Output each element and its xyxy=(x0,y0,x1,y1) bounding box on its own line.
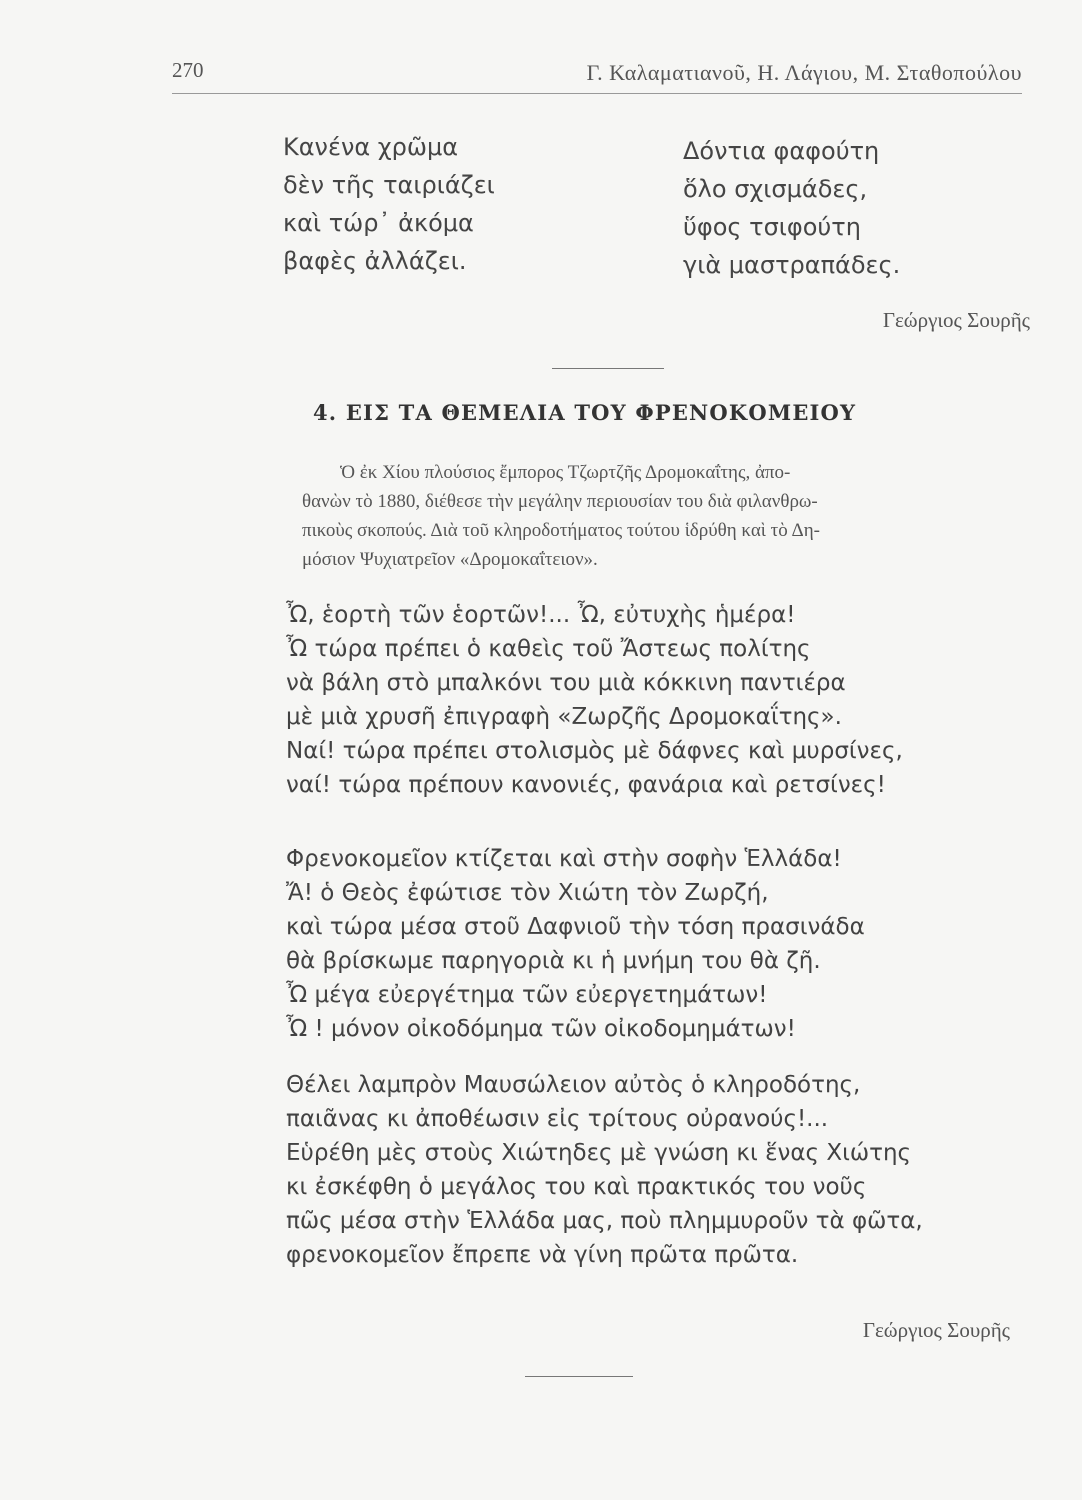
page-number: 270 xyxy=(172,58,204,82)
stanza-2 xyxy=(286,842,865,1046)
verse-line: Εὑρέθη μὲς στοὺς Χιώτηδες μὲ γνώση κι ἕνας Χιώτης xyxy=(286,1140,912,1166)
section-divider xyxy=(525,1376,633,1377)
stanza-1 xyxy=(286,598,903,802)
intro-line: μόσιον Ψυχιατρεῖον «Δρομοκαΐτειον». xyxy=(302,549,598,570)
verse-line: ναί! τώρα πρέπουν κανονιές, φανάρια καὶ ρετσίνες! xyxy=(286,772,886,798)
verse-line: καὶ τώρ᾽ ἀκόμα xyxy=(283,209,474,237)
section-divider xyxy=(552,368,664,369)
verse-line: Θέλει λαμπρὸν Μαυσώλειον αὐτὸς ὁ κληροδότης, xyxy=(286,1072,861,1098)
poem-fragment-right xyxy=(683,132,900,284)
verse-line: ὕφος τσιφούτη xyxy=(683,213,861,241)
verse-line: Φρενοκομεῖον κτίζεται καὶ στὴν σοφὴν Ἑλλάδα! xyxy=(286,846,842,872)
verse-line: καὶ τώρα μέσα στοῦ Δαφνιοῦ τὴν τόση πρασινάδα xyxy=(286,914,865,940)
verse-line: παιᾶνας κι ἀποθέωσιν εἰς τρίτους οὐρανούς!... xyxy=(286,1106,829,1132)
verse-line: μὲ μιὰ χρυσῆ ἐπιγραφὴ «Ζωρζῆς Δρομοκαΐτης». xyxy=(286,704,842,730)
verse-line: Ὦ ! μόνον οἰκοδόμημα τῶν οἰκοδομημάτων! xyxy=(286,1016,796,1042)
section-intro xyxy=(302,458,1022,574)
verse-line: φρενοκομεῖον ἔπρεπε νὰ γίνη πρῶτα πρῶτα. xyxy=(286,1242,799,1268)
verse-line: Ἄ! ὁ Θεὸς ἐφώτισε τὸν Χιώτη τὸν Ζωρζή, xyxy=(286,880,769,906)
verse-line: Ὦ, ἑορτὴ τῶν ἑορτῶν!... Ὦ, εὐτυχὴς ἡμέρα! xyxy=(286,602,796,628)
poem-fragment-left xyxy=(283,128,495,280)
verse-line: Ὦ τώρα πρέπει ὁ καθεὶς τοῦ Ἄστεως πολίτης xyxy=(286,636,811,662)
verse-line: Ὦ μέγα εὐεργέτημα τῶν εὐεργετημάτων! xyxy=(286,982,768,1008)
verse-line: πῶς μέσα στὴν Ἑλλάδα μας, ποὺ πλημμυροῦν τὰ φῶτα, xyxy=(286,1208,923,1234)
author-signature: Γεώργιος Σουρῆς xyxy=(882,308,1030,332)
verse-line: Ναί! τώρα πρέπει στολισμὸς μὲ δάφνες καὶ μυρσίνες, xyxy=(286,738,903,764)
author-signature: Γεώργιος Σουρῆς xyxy=(862,1318,1010,1342)
verse-line: ὅλο σχισμάδες, xyxy=(683,175,868,203)
verse-line: βαφὲς ἀλλάζει. xyxy=(283,247,467,275)
running-title: Γ. Καλαματιανοῦ, Η. Λάγιου, Μ. Σταθοπούλου xyxy=(586,60,1022,85)
verse-line: δὲν τῆς ταιριάζει xyxy=(283,171,495,199)
section-title: 4. ΕΙΣ ΤΑ ΘΕΜΕΛΙΑ ΤΟΥ ΦΡΕΝΟΚΟΜΕΙΟΥ xyxy=(313,400,857,425)
verse-line: γιὰ μαστραπάδες. xyxy=(683,251,901,279)
verse-line: Κανένα χρῶμα xyxy=(283,133,459,161)
stanza-3 xyxy=(286,1068,923,1272)
verse-line: θὰ βρίσκωμε παρηγοριὰ κι ἡ μνήμη του θὰ ζῆ. xyxy=(286,948,821,974)
intro-line: θανὼν τὸ 1880, διέθεσε τὴν μεγάλην περιουσίαν του διὰ φιλανθρω- xyxy=(302,491,818,512)
verse-line: νὰ βάλη στὸ μπαλκόνι του μιὰ κόκκινη παντιέρα xyxy=(286,670,846,696)
header-rule xyxy=(172,93,1022,94)
intro-line: Ὁ ἐκ Χίου πλούσιος ἔμπορος Τζωρτζῆς Δρομοκαΐτης, ἀπο- xyxy=(340,462,791,483)
verse-line: Δόντια φαφούτη xyxy=(683,137,880,165)
intro-line: πικοὺς σκοπούς. Διὰ τοῦ κληροδοτήματος τούτου ἱδρύθη καὶ τὸ Δη- xyxy=(302,520,820,541)
verse-line: κι ἐσκέφθη ὁ μεγάλος του καὶ πρακτικός του νοῦς xyxy=(286,1174,867,1200)
